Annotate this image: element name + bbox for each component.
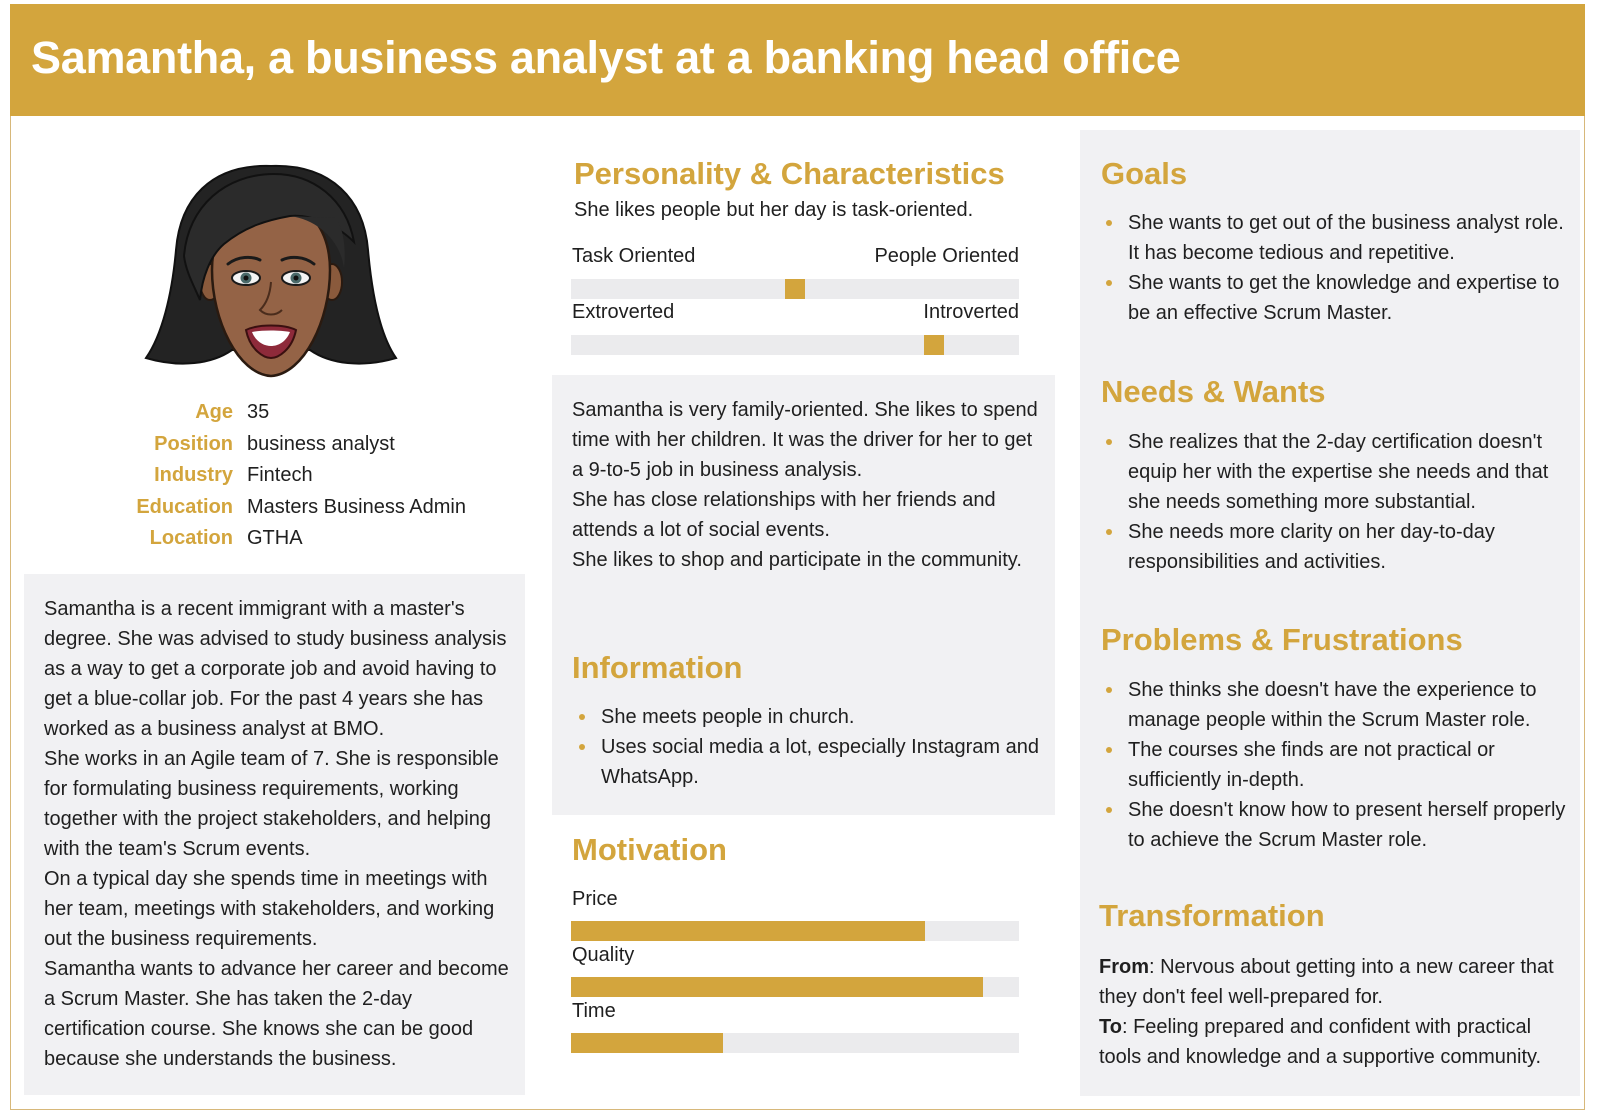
detail-label: Age [195, 401, 233, 424]
list-item: She doesn't know how to present herself properly to achieve the Scrum Master role. [1099, 795, 1574, 855]
problems-list [1099, 675, 1574, 855]
motivation-fill [571, 1033, 723, 1053]
bio-paragraph: Samantha wants to advance her career and become a Scrum Master. She has taken the 2-day certification course. She knows she can be good because she understands the business. [44, 958, 509, 1070]
detail-label: Location [149, 527, 233, 550]
motivation-fill [571, 921, 925, 941]
from-text: : Nervous about getting into a new career that they don't feel well-prepared for. [1099, 956, 1554, 1008]
detail-value: Masters Business Admin [247, 495, 466, 518]
list-item: She wants to get out of the business analyst role. It has become tedious and repetitive. [1099, 208, 1574, 268]
information-heading: Information [572, 650, 743, 685]
scale-extro-intro [571, 335, 1019, 355]
detail-label: Education [136, 495, 233, 518]
to-label: To [1099, 1016, 1122, 1038]
detail-industry [130, 460, 530, 492]
detail-position [130, 429, 530, 461]
transformation-to [1099, 1012, 1577, 1072]
scale-marker [785, 279, 805, 299]
needs-heading: Needs & Wants [1101, 374, 1326, 409]
detail-value: Fintech [247, 464, 313, 487]
motivation-label: Time [572, 1000, 616, 1022]
motivation-bar-quality [571, 977, 1019, 997]
list-item: The courses she finds are not practical or sufficiently in-depth. [1099, 735, 1574, 795]
list-item: She thinks she doesn't have the experience to manage people within the Scrum Master role. [1099, 675, 1574, 735]
story-paragraph: Samantha is very family-oriented. She likes to spend time with her children. It was the driver for her to get a 9-to-5 job in business analysis. [572, 399, 1038, 481]
story-text [572, 395, 1042, 575]
transformation-text [1099, 952, 1577, 1072]
personality-heading: Personality & Characteristics [574, 156, 1005, 191]
motivation-fill [571, 977, 983, 997]
list-item: Uses social media a lot, especially Instagram and WhatsApp. [572, 732, 1042, 792]
transformation-heading: Transformation [1099, 898, 1325, 933]
scale-right-label: Introverted [923, 301, 1019, 323]
detail-value: 35 [247, 401, 270, 424]
detail-age [130, 397, 530, 429]
bio-paragraph: On a typical day she spends time in meetings with her team, meetings with stakeholders, and working out the business requirements. [44, 868, 495, 950]
goals-heading: Goals [1101, 156, 1188, 191]
information-list [572, 702, 1042, 792]
scale-left-label: Task Oriented [572, 245, 696, 267]
motivation-label: Quality [572, 944, 635, 966]
bio-paragraph: Samantha is a recent immigrant with a master's degree. She was advised to study business analysis as a way to get a corporate job and avoid having to get a blue-collar job. For the past 4 years she has worked as a business analyst at BMO. [44, 598, 507, 740]
detail-location [130, 523, 530, 555]
motivation-bar-price [571, 921, 1019, 941]
detail-label: Position [154, 432, 233, 455]
needs-list [1099, 427, 1574, 577]
story-panel [552, 375, 1055, 815]
demographics [130, 397, 530, 555]
list-item: She wants to get the knowledge and expertise to be an effective Scrum Master. [1099, 268, 1574, 328]
header-banner [10, 4, 1585, 116]
page-title: Samantha, a business analyst at a banking head office [31, 32, 1181, 83]
to-text: : Feeling prepared and confident with practical tools and knowledge and a supportive community. [1099, 1016, 1542, 1068]
detail-label: Industry [154, 464, 233, 487]
motivation-bar-time [571, 1033, 1019, 1053]
from-label: From [1099, 956, 1149, 978]
detail-value: business analyst [247, 432, 395, 455]
transformation-from [1099, 952, 1577, 1012]
goals-list [1099, 208, 1574, 328]
scale-right-label: People Oriented [874, 245, 1019, 267]
story-paragraph: She likes to shop and participate in the community. [572, 549, 1022, 571]
list-item: She realizes that the 2-day certification doesn't equip her with the expertise she needs and that she needs something more substantial. [1099, 427, 1574, 517]
personality-subtitle: She likes people but her day is task-oriented. [574, 199, 974, 221]
motivation-label: Price [572, 888, 618, 910]
story-paragraph: She has close relationships with her friends and attends a lot of social events. [572, 489, 996, 541]
detail-education [130, 492, 530, 524]
right-panel [1080, 130, 1580, 1096]
detail-value: GTHA [247, 527, 303, 550]
avatar [140, 160, 402, 392]
list-item: She needs more clarity on her day-to-day responsibilities and activities. [1099, 517, 1574, 577]
motivation-heading: Motivation [572, 832, 727, 867]
bio-panel [24, 574, 525, 1095]
scale-task-people [571, 279, 1019, 299]
bio-text [44, 594, 512, 1074]
problems-heading: Problems & Frustrations [1101, 622, 1463, 657]
list-item: She meets people in church. [572, 702, 1042, 732]
scale-marker [924, 335, 944, 355]
scale-left-label: Extroverted [572, 301, 675, 323]
bio-paragraph: She works in an Agile team of 7. She is responsible for formulating business requirements, working together with the project stakeholders, and helping with the team's Scrum events. [44, 748, 499, 860]
